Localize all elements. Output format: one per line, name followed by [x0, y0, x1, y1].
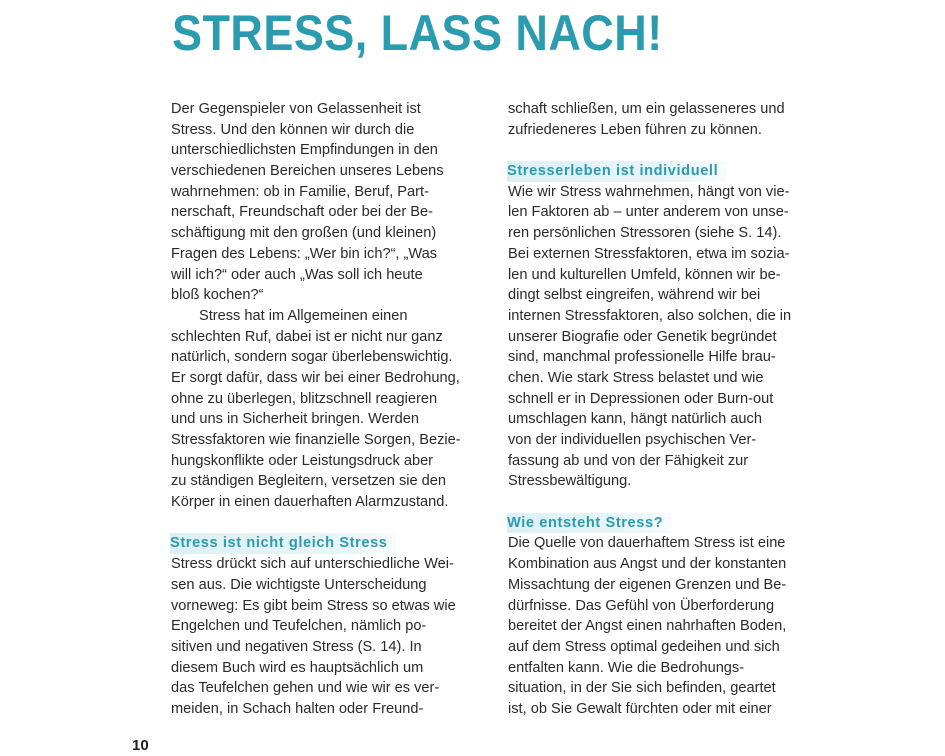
- text-line: wahrnehmen: ob in Familie, Beruf, Part-: [171, 183, 429, 200]
- page-title: STRESS, LASS NACH!: [172, 5, 663, 61]
- text-line: zu ständigen Begleitern, versetzen sie den: [171, 473, 447, 490]
- text-line: schäftigung mit den großen (und kleinen): [171, 225, 437, 242]
- right-column: [508, 99, 838, 720]
- text-line: nerschaft, Freundschaft oder bei der Be-: [171, 204, 434, 221]
- text-line: umschlagen kann, hängt natürlich auch: [508, 411, 762, 428]
- second-paragraph: [171, 306, 501, 513]
- text-line: len und kulturellen Umfeld, können wir be-: [508, 266, 781, 283]
- text-line: hungskonflikte oder Leistungsdruck aber: [171, 452, 434, 469]
- text-line: unserer Biografie oder Genetik begründet: [508, 328, 777, 345]
- text-line: Er sorgt dafür, dass wir bei einer Bedrohung,: [171, 369, 460, 386]
- text-line: ren persönlichen Stressoren (siehe S. 14).: [508, 225, 782, 242]
- text-line: ohne zu überlegen, blitzschnell reagieren: [171, 390, 438, 407]
- text-line: Kombination aus Angst und der konstanten: [508, 556, 787, 573]
- text-line: vorneweg: Es gibt beim Stress so etwas wie: [171, 597, 456, 614]
- text-line: ist, ob Sie Gewalt fürchten oder mit einer: [508, 700, 772, 717]
- text-line: dürfnisse. Das Gefühl von Überforderung: [508, 597, 775, 614]
- text-line: verschiedenen Bereichen unseres Lebens: [171, 163, 444, 180]
- left-column: [171, 99, 501, 720]
- text-line: chen. Wie stark Stress belastet und wie: [508, 369, 764, 386]
- paragraph-gap: [171, 513, 501, 534]
- text-line: bloß kochen?“: [171, 287, 264, 304]
- text-line: auf dem Stress optimal gedeihen und sich: [508, 638, 780, 655]
- text-line: entfalten kann. Wie die Bedrohungs-: [508, 659, 745, 676]
- text-line: dingt selbst eingreifen, während wir bei: [508, 287, 761, 304]
- text-line: Stress drückt sich auf unterschiedliche Wei-: [171, 556, 454, 573]
- text-line: situation, in der Sie sich befinden, geartet: [508, 680, 776, 697]
- paragraph-gap: [508, 492, 838, 513]
- text-line: von der individuellen psychischen Ver-: [508, 432, 757, 448]
- text-line: unterschiedlichsten Empfindungen in den: [171, 142, 438, 159]
- text-line: sen aus. Die wichtigste Unterscheidung: [171, 576, 427, 593]
- section-paragraph: [508, 533, 838, 719]
- section-heading: Stress ist nicht gleich Stress: [170, 533, 396, 554]
- text-line: diesem Buch wird es hauptsächlich um: [171, 659, 424, 676]
- text-line: Wie wir Stress wahrnehmen, hängt von vie-: [508, 183, 790, 200]
- page-number: 10: [132, 737, 149, 754]
- text-line: schaft schließen, um ein gelasseneres und: [508, 101, 785, 117]
- section-paragraph: [508, 182, 838, 492]
- text-line: Die Quelle von dauerhaftem Stress ist eine: [508, 535, 786, 552]
- text-line: sitiven und negativen Stress (S. 14). In: [171, 638, 422, 655]
- text-line: bereitet der Angst einen nahrhaften Boden,: [508, 618, 787, 635]
- text-line: Fragen des Lebens: „Wer bin ich?“, „Was: [171, 245, 438, 262]
- text-line: Stressbewältigung.: [508, 473, 632, 490]
- text-line: will ich?“ oder auch „Was soll ich heute: [171, 266, 423, 283]
- text-line: fassung ab und von der Fähigkeit zur: [508, 452, 749, 469]
- text-line: internen Stressfaktoren, also solchen, die in: [508, 307, 792, 324]
- text-line: Stress. Und den können wir durch die: [171, 121, 415, 138]
- text-line: natürlich, sondern sogar überlebenswichtig.: [171, 349, 453, 366]
- text-line: Engelchen und Teufelchen, nämlich po-: [171, 618, 427, 635]
- text-line: Stress hat im Allgemeinen einen: [199, 307, 408, 324]
- text-line: meiden, in Schach halten oder Freund-: [171, 700, 424, 717]
- text-line: schnell er in Depressionen oder Burn-out: [508, 390, 774, 407]
- section-paragraph: [171, 554, 501, 720]
- intro-paragraph: [171, 99, 501, 306]
- section-heading: Wie entsteht Stress?: [507, 513, 671, 534]
- text-line: Stressfaktoren wie finanzielle Sorgen, Bezie-: [171, 432, 461, 448]
- text-line: Der Gegenspieler von Gelassenheit ist: [171, 101, 421, 117]
- text-line: len Faktoren ab – unter anderem von unse-: [508, 204, 789, 221]
- text-line: Missachtung der eigenen Grenzen und Be-: [508, 576, 787, 593]
- continued-paragraph: [508, 99, 838, 140]
- text-line: Bei externen Stressfaktoren, etwa im sozia-: [508, 245, 790, 262]
- text-line: schlechten Ruf, dabei ist er nicht nur ganz: [171, 328, 443, 345]
- text-line: sind, manchmal professionelle Hilfe brau-: [508, 349, 776, 366]
- text-line: Körper in einen dauerhaften Alarmzustand.: [171, 494, 449, 511]
- text-line: und uns in Sicherheit bringen. Werden: [171, 411, 419, 428]
- text-line: zufriedeneres Leben führen zu können.: [508, 121, 762, 138]
- text-line: das Teufelchen gehen und wie wir es ver-: [171, 680, 440, 697]
- section-heading: Stresserleben ist individuell: [507, 161, 726, 182]
- paragraph-gap: [508, 140, 838, 161]
